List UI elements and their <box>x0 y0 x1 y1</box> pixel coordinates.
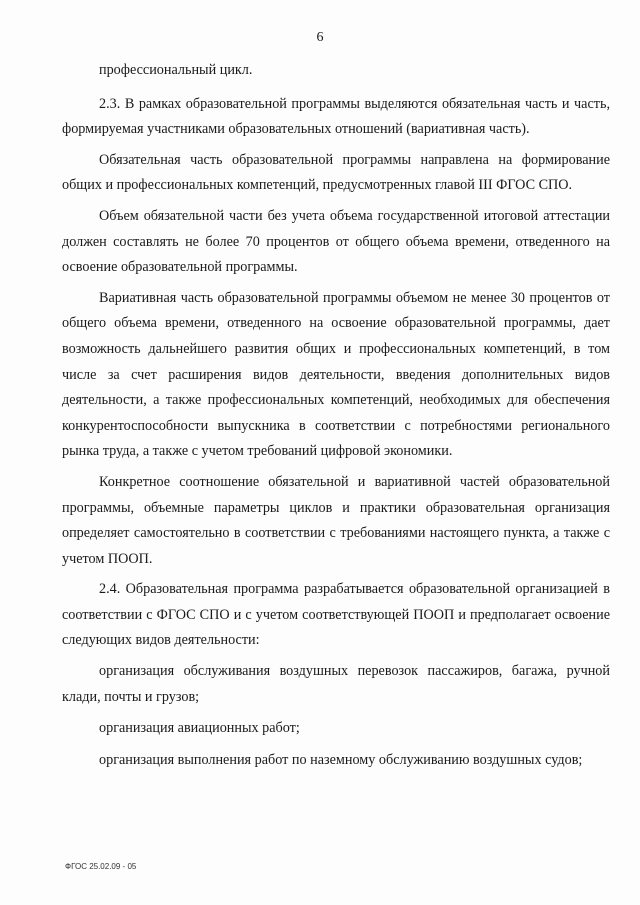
document-footer-code: ФГОС 25.02.09 - 05 <box>65 862 137 871</box>
document-body <box>62 58 610 779</box>
page-number: 6 <box>316 30 324 45</box>
paragraph-continuation: профессиональный цикл. <box>99 62 253 78</box>
activity-item: организация обслуживания воздушных перевозок пассажиров, багажа, ручной клади, почты и грузов; <box>62 663 610 705</box>
paragraph-ratio: Конкретное соотношение обязательной и вариативной частей образовательной программы, объемные параметры циклов и практики образовательная организация определяет самостоятельно в соответствии с требованиями настоящего пункта, а также с учетом ПООП. <box>62 473 610 567</box>
paragraph-2-4: 2.4. Образовательная программа разрабатывается образовательной организацией в соответствии с ФГОС СПО и с учетом соответствующей ПООП и предполагает освоение следующих видов деятельности: <box>62 581 610 649</box>
paragraph-variable-part: Вариативная часть образовательной программы объемом не менее 30 процентов от общего объема времени, отведенного на освоение образовательной программы, дает возможность дальнейшего развития общих и профессиональных компетенций, в том числе за счет расширения видов деятельности, введения дополнительных видов деятельности, а также профессиональных компетенций, необходимых для обеспечения конкурентоспособности выпускника в соответствии с потребностями регионального рынка труда, а также с учетом требований цифровой экономики. <box>62 289 610 460</box>
activity-item: организация выполнения работ по наземному обслуживанию воздушных судов; <box>99 751 583 768</box>
paragraph-2-3: 2.3. В рамках образовательной программы выделяются обязательная часть и часть, формируемая участниками образовательных отношений (вариативная часть). <box>62 95 610 138</box>
paragraph-mandatory-part: Обязательная часть образовательной программы направлена на формирование общих и профессиональных компетенций, предусмотренных главой III ФГОС СПО. <box>62 151 610 194</box>
activity-item: организация авиационных работ; <box>99 720 300 737</box>
paragraph-mandatory-volume: Объем обязательной части без учета объема государственной итоговой аттестации должен составлять не более 70 процентов от общего объема времени, отведенного на освоение образовательной программы. <box>62 207 610 276</box>
